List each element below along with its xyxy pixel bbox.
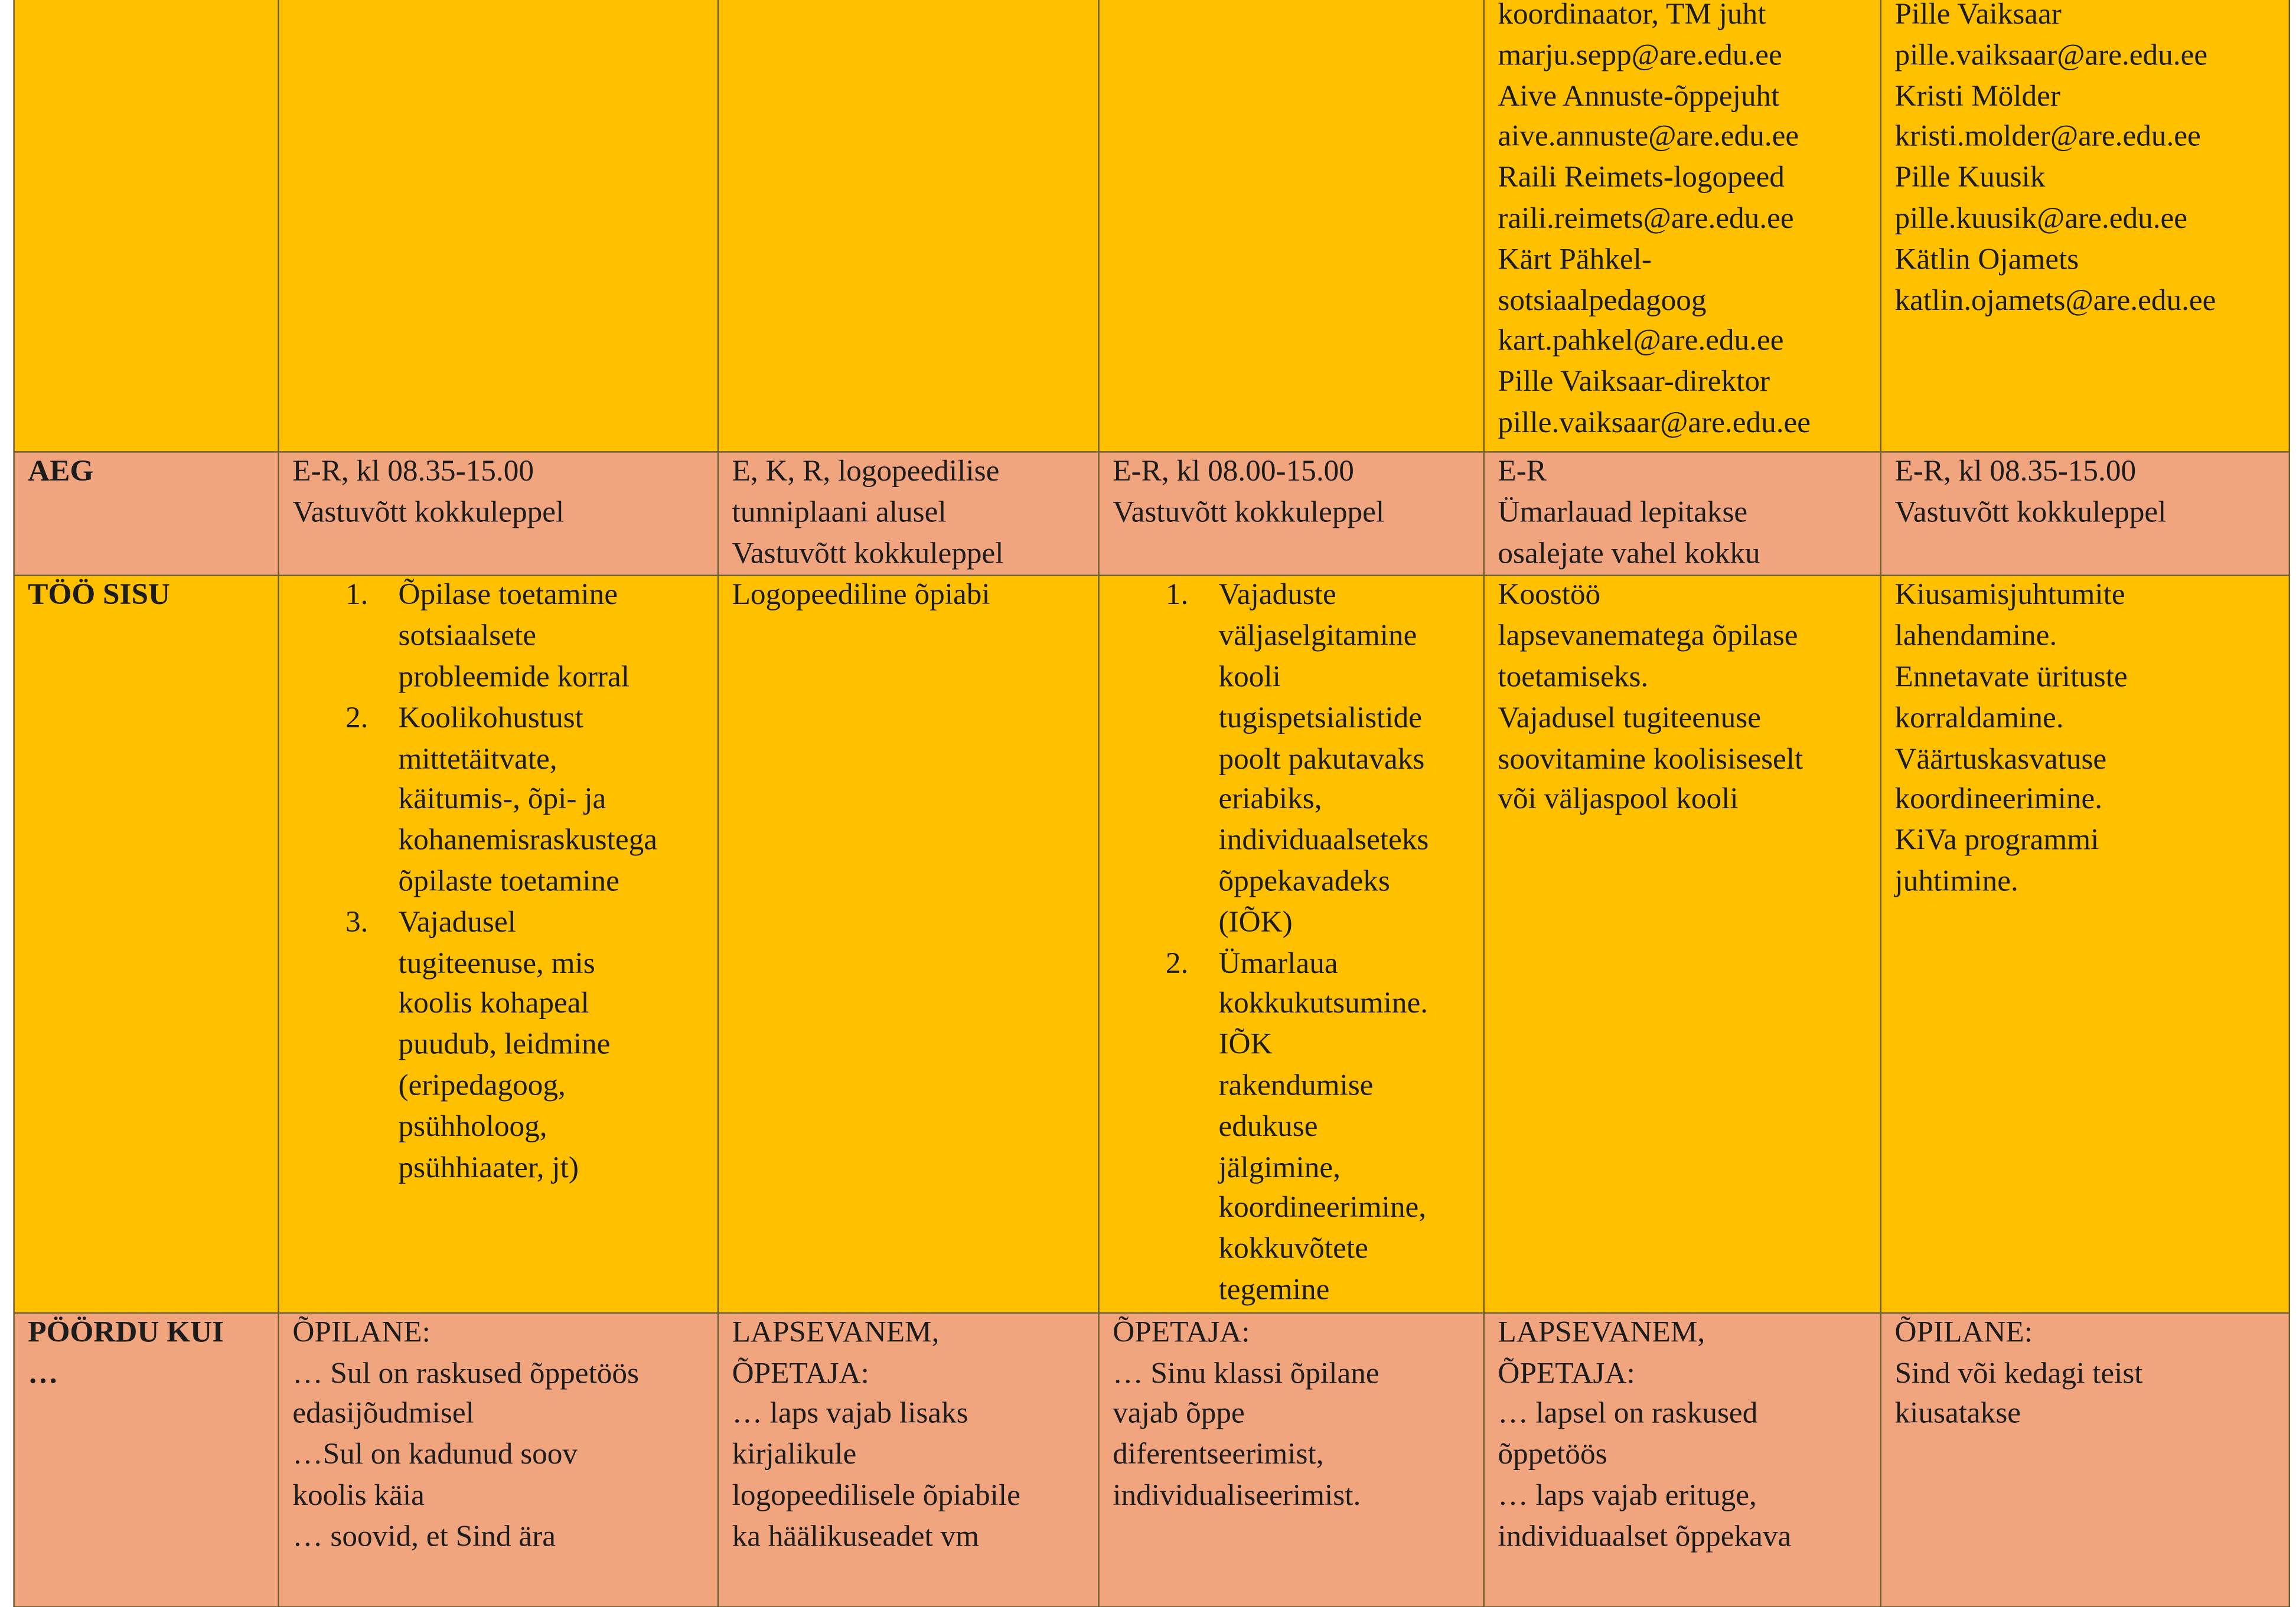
list-item-line: kohanemisraskustega xyxy=(398,824,658,857)
list-item-line: eriabiks, xyxy=(1218,783,1322,816)
text-line: koordineerimine. xyxy=(1894,783,2103,816)
text-line: E-R, kl 08.35-15.00 xyxy=(292,455,534,488)
list-item xyxy=(345,903,705,1189)
poordu-kui-row xyxy=(14,1312,2290,1606)
text-line: kiusatakse xyxy=(1894,1397,2021,1430)
contacts-header-cell xyxy=(14,0,279,452)
text-line: või väljaspool kooli xyxy=(1498,783,1739,816)
text-line: pille.vaiksaar@are.edu.ee xyxy=(1894,39,2208,72)
poordu-kui-cell-1 xyxy=(279,1312,718,1606)
text-line: E-R xyxy=(1498,455,1547,488)
text-line: Vastuvõtt kokkuleppel xyxy=(732,537,1004,570)
text-line: individualiseerimist. xyxy=(1113,1479,1361,1513)
list-item xyxy=(345,577,705,700)
list-item-line: poolt pakutavaks xyxy=(1218,743,1425,776)
poordu-kui-header xyxy=(14,1312,279,1606)
aeg-cell-1 xyxy=(279,452,718,576)
text-line: sotsiaalpedagoog xyxy=(1498,284,1707,317)
list-item-line: Vajaduste xyxy=(1218,579,1336,612)
list-item xyxy=(345,699,705,903)
too-sisu-header: TÖÖ SISU xyxy=(14,576,279,1312)
text-line: Pille Vaiksaar-direktor xyxy=(1498,366,1770,399)
text-line: Vastuvõtt kokkuleppel xyxy=(1894,496,2167,529)
text-line: koordinaator, TM juht xyxy=(1498,0,1766,31)
text-line: kart.pahkel@are.edu.ee xyxy=(1498,325,1784,358)
text-line: Ennetavate ürituste xyxy=(1894,661,2128,694)
text-line: õppetöös xyxy=(1498,1439,1607,1471)
text-line: osalejate vahel kokku xyxy=(1498,537,1760,570)
too-sisu-cell-3 xyxy=(1099,576,1484,1312)
list-item-line: Vajadusel xyxy=(398,906,516,939)
contacts-cell-1 xyxy=(279,0,718,452)
list-item-line: mittetäitvate, xyxy=(398,743,557,776)
text-line: edasijõudmisel xyxy=(292,1397,474,1430)
aeg-cell-3 xyxy=(1099,452,1484,576)
text-line: E-R, kl 08.35-15.00 xyxy=(1894,455,2137,488)
contacts-cell-3 xyxy=(1099,0,1484,452)
aeg-header: AEG xyxy=(14,452,279,576)
contacts-row xyxy=(14,0,2290,452)
text-line: Kärt Pähkel- xyxy=(1498,243,1652,276)
text-line: koolis käia xyxy=(292,1479,425,1513)
list-item-line: jälgimine, xyxy=(1218,1151,1341,1184)
text-line: Kätlin Ojamets xyxy=(1894,243,2079,276)
text-line: Vastuvõtt kokkuleppel xyxy=(1113,496,1385,529)
text-line: Logopeediline õpiabi xyxy=(732,579,990,612)
text-line: marju.sepp@are.edu.ee xyxy=(1498,39,1782,72)
too-sisu-cell-4 xyxy=(1484,576,1881,1312)
text-line: Sind või kedagi teist xyxy=(1894,1357,2143,1390)
text-line: pille.kuusik@are.edu.ee xyxy=(1894,202,2188,236)
list-item-line: rakendumise xyxy=(1218,1069,1374,1102)
list-item-number: 3. xyxy=(345,906,368,939)
text-line: Aive Annuste-õppejuht xyxy=(1498,80,1780,113)
text-line: Kiusamisjuhtumite xyxy=(1894,579,2125,612)
text-line: Ümarlauad lepitakse xyxy=(1498,496,1748,529)
text-line: LAPSEVANEM, xyxy=(1498,1316,1705,1349)
list-item-number: 1. xyxy=(1165,579,1189,612)
list-item-line: käitumis-, õpi- ja xyxy=(398,783,606,816)
text-line: logopeedilisele õpiabile xyxy=(732,1479,1020,1513)
list-item-number: 1. xyxy=(345,579,368,612)
text-line: LAPSEVANEM, xyxy=(732,1316,940,1349)
poordu-kui-cell-2 xyxy=(718,1312,1099,1606)
text-line: Kristi Mölder xyxy=(1894,80,2060,113)
text-line: Pille Vaiksaar xyxy=(1894,0,2062,31)
text-line: … lapsel on raskused xyxy=(1498,1397,1758,1430)
list-item xyxy=(1165,944,1470,1312)
text-line: vajab õppe xyxy=(1113,1397,1245,1430)
list-item-line: tugiteenuse, mis xyxy=(398,947,595,980)
too-sisu-cell-5 xyxy=(1881,576,2290,1312)
list-item-line: kokkuvõtete xyxy=(1218,1233,1368,1266)
poordu-kui-cell-5 xyxy=(1881,1312,2290,1606)
text-line: ka häälikuseadet vm xyxy=(732,1520,980,1553)
list-item-line: Ümarlaua xyxy=(1218,947,1338,980)
text-line: pille.vaiksaar@are.edu.ee xyxy=(1498,407,1811,440)
too-sisu-cell-2 xyxy=(718,576,1099,1312)
text-line: katlin.ojamets@are.edu.ee xyxy=(1894,284,2216,317)
text-line: … xyxy=(28,1357,58,1390)
list-item-line: Koolikohustust xyxy=(398,702,583,735)
text-line: toetamiseks. xyxy=(1498,661,1649,694)
text-line: Vastuvõtt kokkuleppel xyxy=(292,496,565,529)
numbered-list xyxy=(1113,577,1470,1312)
text-line: … soovid, et Sind ära xyxy=(292,1520,556,1553)
list-item-number: 2. xyxy=(345,702,368,735)
list-item-line: IÕK xyxy=(1218,1028,1273,1061)
list-item-line: (IÕK) xyxy=(1218,906,1293,939)
too-sisu-row xyxy=(14,576,2290,1312)
list-item-line: õpilaste toetamine xyxy=(398,865,619,898)
list-item-line: edukuse xyxy=(1218,1110,1318,1143)
list-item-line: puudub, leidmine xyxy=(398,1028,611,1061)
text-line: ÕPETAJA: xyxy=(1498,1357,1635,1390)
list-item-line: koordineerimine, xyxy=(1218,1192,1427,1225)
text-line: Pille Kuusik xyxy=(1894,162,2046,195)
poordu-kui-cell-3 xyxy=(1099,1312,1484,1606)
aeg-cell-5 xyxy=(1881,452,2290,576)
list-item-line: õppekavadeks xyxy=(1218,865,1390,898)
contacts-cell-4 xyxy=(1484,0,1881,452)
list-item-line: psühholoog, xyxy=(398,1110,547,1143)
text-line: juhtimine. xyxy=(1894,865,2018,898)
text-line: Raili Reimets-logopeed xyxy=(1498,162,1785,195)
support-services-table xyxy=(13,0,2290,1607)
numbered-list xyxy=(292,577,704,1190)
text-line: tunniplaani alusel xyxy=(732,496,947,529)
text-line: Koostöö xyxy=(1498,579,1601,612)
text-line: ÕPILANE: xyxy=(292,1316,430,1349)
text-line: lahendamine. xyxy=(1894,620,2057,653)
text-line: lapsevanematega õpilase xyxy=(1498,620,1798,653)
text-line: soovitamine koolisiseselt xyxy=(1498,743,1803,776)
aeg-cell-2 xyxy=(718,452,1099,576)
text-line: korraldamine. xyxy=(1894,702,2064,735)
text-line: Vajadusel tugiteenuse xyxy=(1498,702,1761,735)
list-item-line: väljaselgitamine xyxy=(1218,620,1417,653)
text-line: … Sinu klassi õpilane xyxy=(1113,1357,1379,1390)
list-item-line: sotsiaalsete xyxy=(398,620,537,653)
text-line: ÕPILANE: xyxy=(1894,1316,2033,1349)
list-item-line: psühhiaater, jt) xyxy=(398,1151,579,1184)
text-line: ÕPETAJA: xyxy=(732,1357,869,1390)
text-line: PÖÖRDU KUI xyxy=(28,1316,224,1349)
text-line: aive.annuste@are.edu.ee xyxy=(1498,121,1799,153)
list-item-number: 2. xyxy=(1165,947,1189,980)
list-item xyxy=(1165,577,1470,945)
text-line: E-R, kl 08.00-15.00 xyxy=(1113,455,1354,488)
list-item-line: (eripedagoog, xyxy=(398,1069,566,1102)
text-line: kristi.molder@are.edu.ee xyxy=(1894,121,2201,153)
list-item-line: probleemide korral xyxy=(398,661,630,694)
text-line: individuaalset õppekava xyxy=(1498,1520,1792,1553)
text-line: ÕPETAJA: xyxy=(1113,1316,1250,1349)
text-line: E, K, R, logopeedilise xyxy=(732,455,1000,488)
text-line: Väärtuskasvatuse xyxy=(1894,743,2107,776)
aeg-row xyxy=(14,452,2290,576)
list-item-line: Õpilase toetamine xyxy=(398,579,618,612)
list-item-line: koolis kohapeal xyxy=(398,988,589,1021)
aeg-cell-4 xyxy=(1484,452,1881,576)
text-line: kirjalikule xyxy=(732,1439,857,1471)
list-item-line: kokkukutsumine. xyxy=(1218,988,1429,1021)
text-line: … laps vajab erituge, xyxy=(1498,1479,1757,1513)
too-sisu-cell-1 xyxy=(279,576,718,1312)
list-item-line: tugispetsialistide xyxy=(1218,702,1423,735)
text-line: … laps vajab lisaks xyxy=(732,1397,968,1430)
text-line: KiVa programmi xyxy=(1894,824,2099,857)
list-item-line: tegemine xyxy=(1218,1273,1330,1306)
list-item-line: kooli xyxy=(1218,661,1281,694)
text-line: … Sul on raskused õppetöös xyxy=(292,1357,639,1390)
text-line: …Sul on kadunud soov xyxy=(292,1439,578,1471)
contacts-cell-5 xyxy=(1881,0,2290,452)
contacts-cell-2 xyxy=(718,0,1099,452)
list-item-line: individuaalseteks xyxy=(1218,824,1429,857)
text-line: raili.reimets@are.edu.ee xyxy=(1498,202,1794,236)
poordu-kui-cell-4 xyxy=(1484,1312,1881,1606)
text-line: diferentseerimist, xyxy=(1113,1439,1324,1471)
